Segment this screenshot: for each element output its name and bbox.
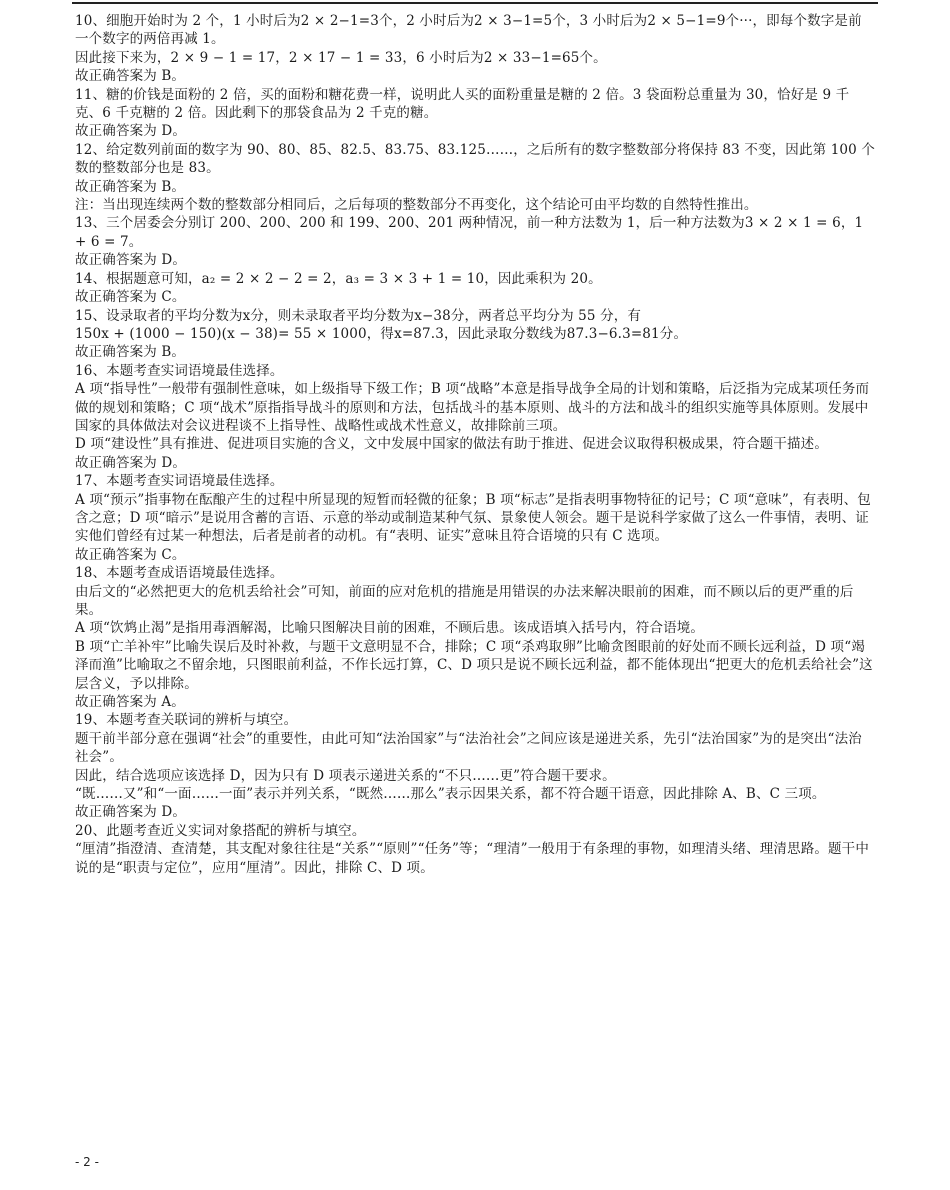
text-line: 因此，结合选项应该选择 D，因为只有 D 项表示递进关系的“不只……更”符合题干要求。 (75, 767, 616, 784)
text-line: 因此接下来为，2 × 9 − 1 = 17，2 × 17 − 1 = 33，6 小时后为2 × 33−1=65个。 (75, 49, 607, 66)
text-line: 17、本题考查实词语境最佳选择。 (75, 473, 284, 490)
text-line: “厘清”指澄清、查清楚，其支配对象往往是“关系”“原则”“任务”等；“理清”一般用于有条理的事物，如理清头绪、理清思路。题干中说的是“职责与定位”，应用“厘清”。因此，排除 C、D 项。 (75, 841, 869, 876)
text-line: 故正确答案为 A。 (75, 694, 185, 711)
header-rule (72, 2, 878, 4)
page-number: - 2 - (75, 1155, 99, 1169)
text-line: “既……又”和“一面……一面”表示并列关系，“既然……那么”表示因果关系，都不符合题干语意，因此排除 A、B、C 三项。 (75, 786, 826, 803)
text-line: A 项“预示”指事物在酝酿产生的过程中所显现的短暂而轻微的征象；B 项“标志”是指表明事物特征的记号；C 项“意味”，有表明、包含之意；D 项“暗示”是说用含蓄的言语、示意的举动或制造某种气氛、景象使人领会。题干是说科学家做了这么一件事情，表明、证实他们曾经有过某一种想法，后者是前者的动机。有“表明、证实”意味且符合语境的只有 C 选项。 (75, 491, 871, 545)
text-line: 13、三个居委会分别订 200、200、200 和 199、200、201 两种情况，前一种方法数为 1，后一种方法数为3 × 2 × 1 = 6，1 + 6 = 7。 (75, 215, 864, 250)
text-line: 11、糖的价钱是面粉的 2 倍，买的面粉和糖花费一样，说明此人买的面粉重量是糖的 2 倍。3 袋面粉总重量为 30，恰好是 9 千克、6 千克糖的 2 倍。因此剩下的那袋食品为 2 千克的糖。 (75, 86, 850, 122)
text-line: 故正确答案为 D。 (75, 804, 186, 821)
text-line: 由后文的“必然把更大的危机丢给社会”可知，前面的应对危机的措施是用错误的办法来解决眼前的困难，而不顾以后的更严重的后果。 (75, 583, 854, 618)
text-line: 故正确答案为 C。 (75, 289, 186, 306)
text-line: 故正确答案为 B。 (75, 68, 186, 85)
text-line: 16、本题考查实词语境最佳选择。 (75, 362, 284, 379)
text-line: 20、此题考查近义实词对象搭配的辨析与填空。 (75, 822, 366, 839)
text-line: 19、本题考查关联词的辨析与填空。 (75, 712, 298, 729)
text-line: 故正确答案为 D。 (75, 252, 186, 269)
answer-explanations (75, 12, 875, 877)
text-line: 12、给定数列前面的数字为 90、80、85、82.5、83.75、83.125……，之后所有的数字整数部分将保持 83 不变，因此第 100 个数的整数部分也是 83。 (75, 141, 876, 177)
text-line: 150x + (1000 − 150)(x − 38)= 55 × 1000，得x=87.3，因此录取分数线为87.3−6.3=81分。 (75, 325, 688, 342)
text-line: 14、根据题意可知，a₂ = 2 × 2 − 2 = 2，a₃ = 3 × 3 + 1 = 10，因此乘积为 20。 (75, 270, 602, 287)
text-line: 故正确答案为 D。 (75, 123, 186, 140)
text-line: 18、本题考查成语语境最佳选择。 (75, 565, 284, 582)
text-line: 题干前半部分意在强调“社会”的重要性，由此可知“法治国家”与“法治社会”之间应该是递进关系，先引“法治国家”为的是突出“法治社会”。 (75, 730, 862, 766)
text-line: 故正确答案为 B。 (75, 178, 186, 195)
text-line: 10、细胞开始时为 2 个，1 小时后为2 × 2−1=3个，2 小时后为2 × 3−1=5个，3 小时后为2 × 5−1=9个···，即每个数字是前一个数字的两倍再减 1。 (75, 13, 862, 48)
text-line: 注：当出现连续两个数的整数部分相同后，之后每项的整数部分不再变化，这个结论可由平均数的自然特性推出。 (75, 197, 758, 214)
text-line: 15、设录取者的平均分数为x分，则未录取者平均分数为x−38分，两者总平均分为 55 分，有 (75, 307, 642, 324)
text-line: A 项“指导性”一般带有强制性意味，如上级指导下级工作；B 项“战略”本意是指导战争全局的计划和策略，后泛指为完成某项任务而做的规划和策略；C 项“战术”原指指导战斗的原则和方法，包括战斗的基本原则、战斗的方法和战斗的组织实施等具体原则。发展中国家的具体做法对会议进程谈不上指导性、战略性或战术性意义，故排除前三项。 (75, 381, 870, 434)
text-line: A 项“饮鸩止渴”是指用毒酒解渴，比喻只图解决目前的困难，不顾后患。该成语填入括号内，符合语境。 (75, 620, 705, 637)
text-line: 故正确答案为 C。 (75, 546, 186, 563)
text-line: 故正确答案为 B。 (75, 344, 186, 361)
text-line: B 项“亡羊补牢”比喻失误后及时补救，与题干文意明显不合，排除；C 项“杀鸡取卵”比喻贪图眼前的好处而不顾长远利益，D 项“竭泽而渔”比喻取之不留余地，只图眼前利益，不作长远打算，C、D 项只是说不顾长远利益，都不能体现出“把更大的危机丢给社会”这层含义，予以排除。 (75, 638, 873, 692)
text-line: D 项“建设性”具有推进、促进项目实施的含义，文中发展中国家的做法有助于推进、促进会议取得积极成果，符合题干描述。 (75, 436, 828, 453)
text-line: 故正确答案为 D。 (75, 454, 186, 471)
